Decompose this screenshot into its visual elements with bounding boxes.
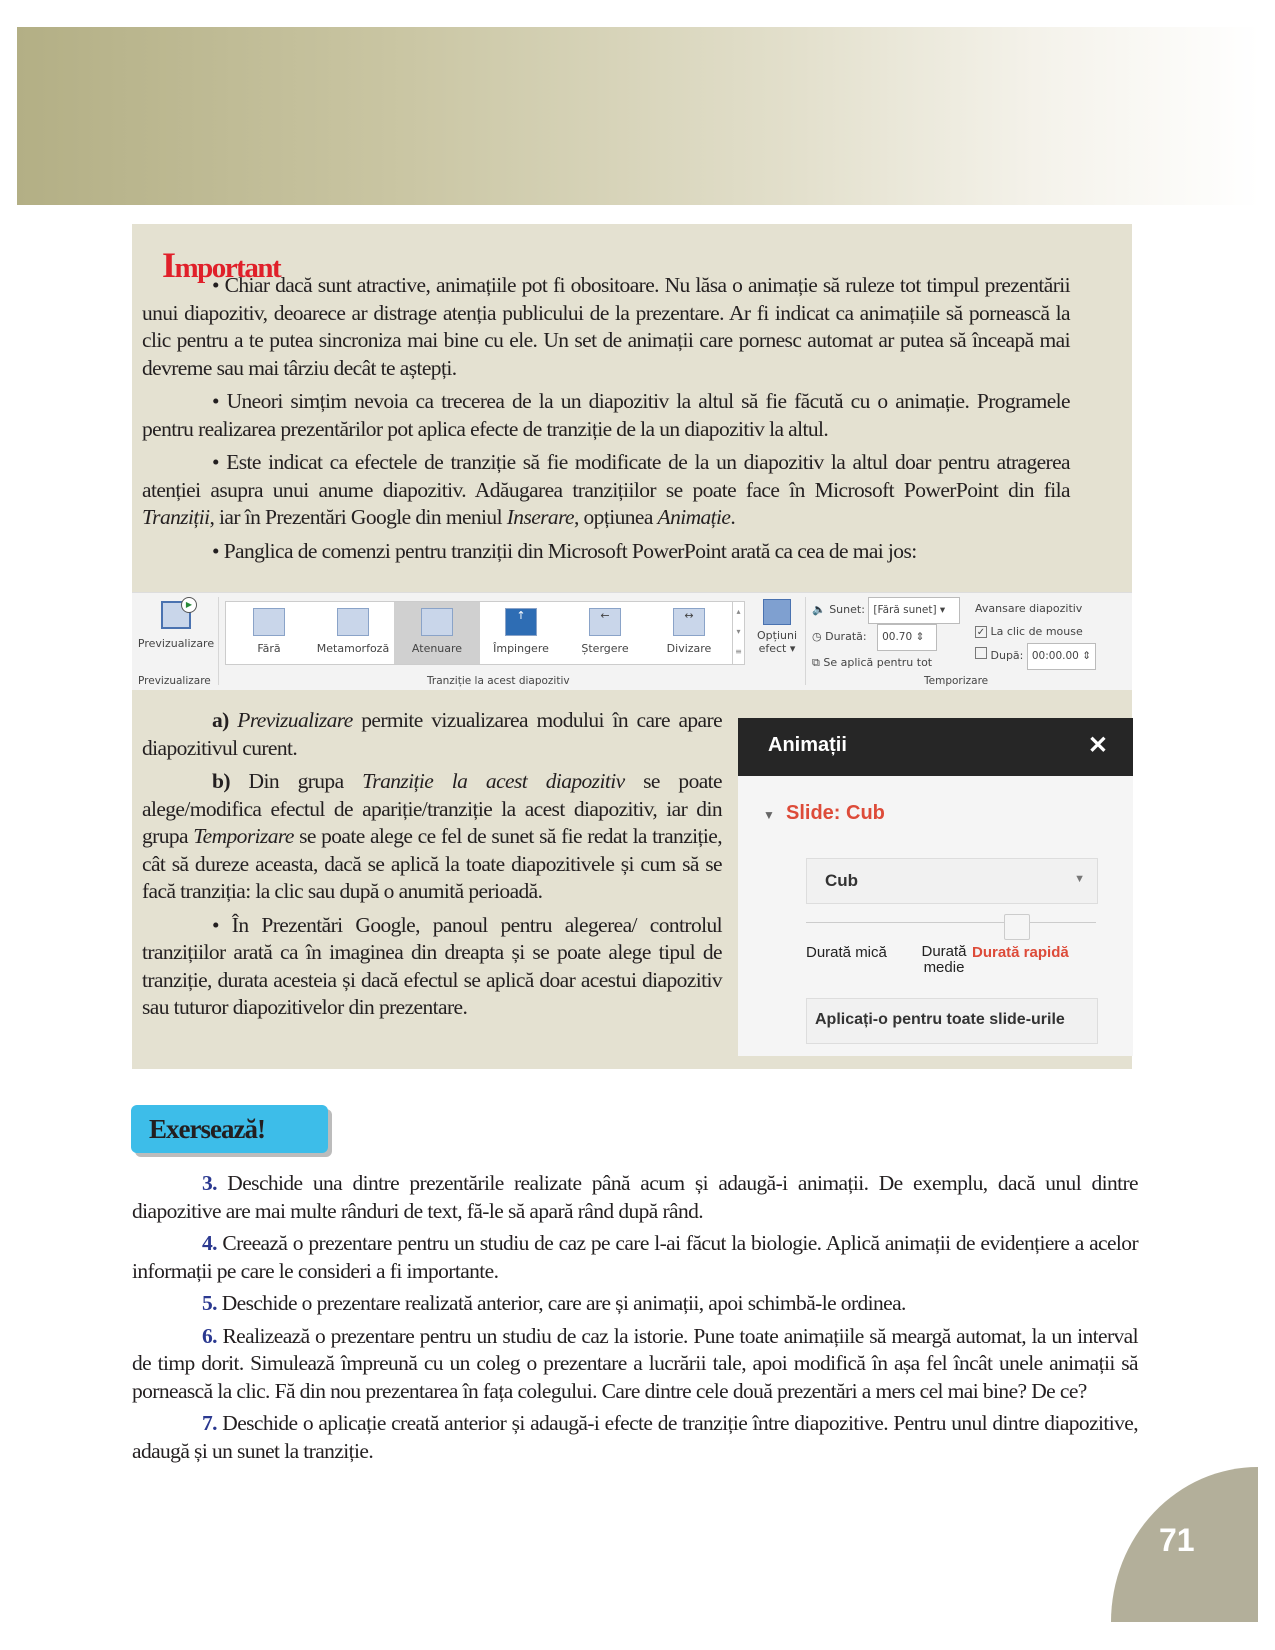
term: Temporizare xyxy=(193,824,294,848)
transition-gallery xyxy=(225,601,745,665)
after-checkbox[interactable] xyxy=(975,643,1096,670)
exercise-text: Realizează o prezentare pentru un studiu de caz la istorie. Pune toate animațiile să meargă automat, la un interval de timp dorit. Simulează împreună cu un coleg o prezentare a lucrării tale, apoi modifică în așa fel încât unele animații să pornească la clic. Fă din nou prezentarea în fața colegului. Care dintre cele două prezentări a mers cel mai bine? De ce? xyxy=(132,1323,1138,1403)
label: efect ▾ xyxy=(758,642,796,655)
term: Animație xyxy=(657,505,731,529)
speed-fast-label: Durată rapidă xyxy=(972,944,1069,961)
paragraph xyxy=(142,768,722,906)
on-click-checkbox[interactable] xyxy=(975,620,1096,643)
checkbox-checked-icon: ✓ xyxy=(976,627,986,638)
checkbox-icon xyxy=(975,647,987,659)
preview-icon: ▶ xyxy=(161,601,191,629)
panel-header xyxy=(738,718,1133,776)
preview-label: Previzualizare xyxy=(137,637,215,650)
important-box xyxy=(132,224,1132,1069)
exercise-number: 6. xyxy=(202,1323,217,1348)
apply-all-button[interactable] xyxy=(812,651,960,674)
group-label-preview: Previzualizare xyxy=(138,675,211,687)
value: Cub xyxy=(825,871,859,890)
exercise-list xyxy=(132,1170,1138,1470)
apply-all-icon: ⧉ xyxy=(812,656,820,669)
label: Opțiuni xyxy=(756,629,797,642)
exercise-text: Deschide o prezentare realizată anterior, care are și animații, apoi schimbă-le ordinea. xyxy=(216,1291,906,1315)
transition-wipe[interactable] xyxy=(562,602,648,664)
label: La clic de mouse xyxy=(990,625,1083,638)
text: se poate alege/modifica efectul de apariție/tranziție la acest diapozitiv, iar din grupa xyxy=(142,769,722,848)
divider xyxy=(218,597,219,685)
value: 00:00.00 xyxy=(1031,650,1079,662)
exercise-text: Creează o prezentare pentru un studiu de caz pe care l-ai făcut la biologie. Aplică animații de evidențiere a acelor informații pe care le consideri a fi importante. xyxy=(132,1231,1138,1283)
caret-down-icon: ▼ xyxy=(763,808,775,822)
text: , iar în Prezentări Google din meniul xyxy=(209,505,507,529)
speed-slider[interactable] xyxy=(806,914,1096,938)
sound-select[interactable]: [Fără sunet] ▾ xyxy=(868,597,960,624)
header-band xyxy=(17,27,1260,205)
text: Din grupa xyxy=(229,769,363,793)
duration-spinner[interactable]: 00.70 ⇕ xyxy=(877,624,937,651)
important-text xyxy=(142,272,1070,571)
timing-left xyxy=(812,597,960,674)
transition-thumbnail-icon xyxy=(421,608,453,636)
divider xyxy=(805,597,806,685)
effect-options-button[interactable] xyxy=(752,597,802,655)
label: După: xyxy=(990,649,1024,662)
label: Se aplică pentru tot xyxy=(823,656,933,669)
panel-title: Animații xyxy=(768,734,847,756)
exercise-item xyxy=(132,1230,1138,1285)
wipe-arrow-icon: ← xyxy=(589,608,621,636)
exercise-text: Deschide una dintre prezentările realizate până acum și adaugă-i animații. De exemplu, dacă unul dintre diapozitive are mai multe rânduri de text, fă-le să apară rând după rând. xyxy=(132,1171,1138,1223)
text: , opțiunea xyxy=(573,505,658,529)
label: a) xyxy=(212,708,229,732)
value: 00.70 xyxy=(882,631,913,643)
text: • Este indicat ca efectele de tranziție să fie modificate de la un diapozitiv la altul doar pentru atragerea atenției asupra unui anume diapozitiv. Adăugarea tranzițiilor se poate face în Microsoft PowerPoint din fila xyxy=(142,450,1070,502)
label: Aplicați-o pentru toate slide-urile xyxy=(815,1011,1065,1028)
text: permite vizualizarea modului în care apare diapozitivul curent. xyxy=(142,708,723,760)
label: Durată: xyxy=(825,630,867,643)
transition-none[interactable] xyxy=(226,602,312,664)
term: Tranziție la acest diapozitiv xyxy=(362,769,625,793)
google-animations-panel xyxy=(738,718,1133,1056)
group-label-timing: Temporizare xyxy=(924,675,989,687)
ppt-transitions-ribbon xyxy=(132,592,1132,690)
label: Sunet: xyxy=(829,603,865,616)
group-label-transition: Tranziție la acest diapozitiv xyxy=(427,675,570,687)
page-number: 71 xyxy=(1159,1522,1195,1558)
close-icon[interactable]: ✕ xyxy=(1087,732,1108,759)
label: Fără xyxy=(257,642,281,655)
effect-options-icon xyxy=(763,599,791,625)
slider-track xyxy=(806,922,1096,923)
exercise-heading: Exersează! xyxy=(131,1105,328,1153)
push-arrow-icon: ↑ xyxy=(505,608,537,636)
text: . xyxy=(730,505,736,529)
value: [Fără sunet] xyxy=(873,604,937,616)
sound-icon: 🔈 xyxy=(812,603,826,616)
label: Atenuare xyxy=(411,642,463,655)
clock-icon: ◷ xyxy=(812,630,822,643)
paragraph xyxy=(142,707,722,762)
speed-medium-label: Durată medie xyxy=(921,943,967,976)
term: Tranziții xyxy=(142,505,210,529)
transition-thumbnail-icon xyxy=(253,608,285,636)
exercise-text: Deschide o aplicație creată anterior și adaugă-i efecte de tranziție între diapozitive. Pentru unul dintre diapozitive, adaugă și un sunet la tranziție. xyxy=(132,1411,1138,1463)
paragraph xyxy=(142,449,1070,532)
label: Împingere xyxy=(493,642,549,655)
exercise-number: 7. xyxy=(202,1411,217,1435)
slider-thumb[interactable] xyxy=(1004,914,1030,940)
exercise-number: 4. xyxy=(202,1231,217,1255)
page-number-tab xyxy=(1111,1467,1258,1622)
label: Metamorfoză xyxy=(316,642,390,655)
advance-label: Avansare diapozitiv xyxy=(975,602,1083,615)
ribbon-description xyxy=(142,707,722,1028)
transition-type-select[interactable] xyxy=(806,858,1098,904)
paragraph: • Chiar dacă sunt atractive, animațiile pot fi obositoare. Nu lăsa o animație să ruleze tot timpul prezentării unui diapozitiv, deoarece ar distrage atenția publicului de la prezentare. Ar fi indicat ca animațiile să pornească la clic pentru a te putea sincroniza mai bine cu ele. Un set de animații care pornesc automat ar putea să înceapă mai devreme sau mai târziu decât te aștepți. xyxy=(142,273,1070,380)
exercise-number: 3. xyxy=(202,1171,217,1195)
label: Divizare xyxy=(666,642,712,655)
apply-all-slides-button[interactable] xyxy=(806,998,1098,1044)
speed-slow-label: Durată mică xyxy=(806,944,887,961)
exercise-item xyxy=(132,1410,1138,1465)
term: Inserare xyxy=(506,505,574,529)
after-spinner[interactable]: 00:00.00 ⇕ xyxy=(1027,643,1096,670)
exercise-item xyxy=(132,1290,1138,1318)
exercise-item xyxy=(132,1170,1138,1225)
transition-thumbnail-icon xyxy=(337,608,369,636)
transition-push[interactable] xyxy=(478,602,564,664)
timing-right xyxy=(975,597,1096,670)
slide-section-toggle[interactable] xyxy=(763,802,885,825)
chevron-down-icon: ▼ xyxy=(1074,873,1085,885)
transition-split[interactable] xyxy=(646,602,732,664)
title-rest: mportant xyxy=(174,252,281,284)
transition-morph[interactable] xyxy=(310,602,396,664)
exercise-number: 5. xyxy=(202,1291,217,1315)
gallery-scroll[interactable]: ▴ ▾ ≡ xyxy=(732,602,744,664)
title-initial: I xyxy=(162,245,175,285)
transition-fade[interactable] xyxy=(394,602,480,664)
split-arrows-icon: ↔ xyxy=(673,608,705,636)
paragraph: • În Prezentări Google, panoul pentru alegerea/ controlul tranzițiilor arată ca în imaginea din dreapta și se poate alege tipul de tranziție, durata acesteia și dacă efectul se aplică doar acestui diapozitiv sau tuturor diapozitivelor din prezentare. xyxy=(142,912,722,1019)
paragraph: • Uneori simțim nevoia ca trecerea de la un diapozitiv la altul să fie făcută cu o animație. Programele pentru realizarea prezentărilor pot aplica efecte de tranziție de la un diapozitiv la altul. xyxy=(142,389,1070,441)
slide-label: Slide: Cub xyxy=(786,802,885,824)
preview-button[interactable] xyxy=(136,599,216,650)
exercise-item xyxy=(132,1323,1138,1406)
paragraph: • Panglica de comenzi pentru tranziții din Microsoft PowerPoint arată ca cea de mai jos: xyxy=(212,538,917,563)
text: se poate alege ce fel de sunet să fie redat la tranziție, cât să dureze aceasta, dacă se aplică la toate diapozitivele și cum să se facă tranziția: la clic sau după o anumită perioadă. xyxy=(142,824,722,903)
label: b) xyxy=(212,769,230,793)
term: Previzualizare xyxy=(237,708,353,732)
label: Ștergere xyxy=(581,642,629,655)
